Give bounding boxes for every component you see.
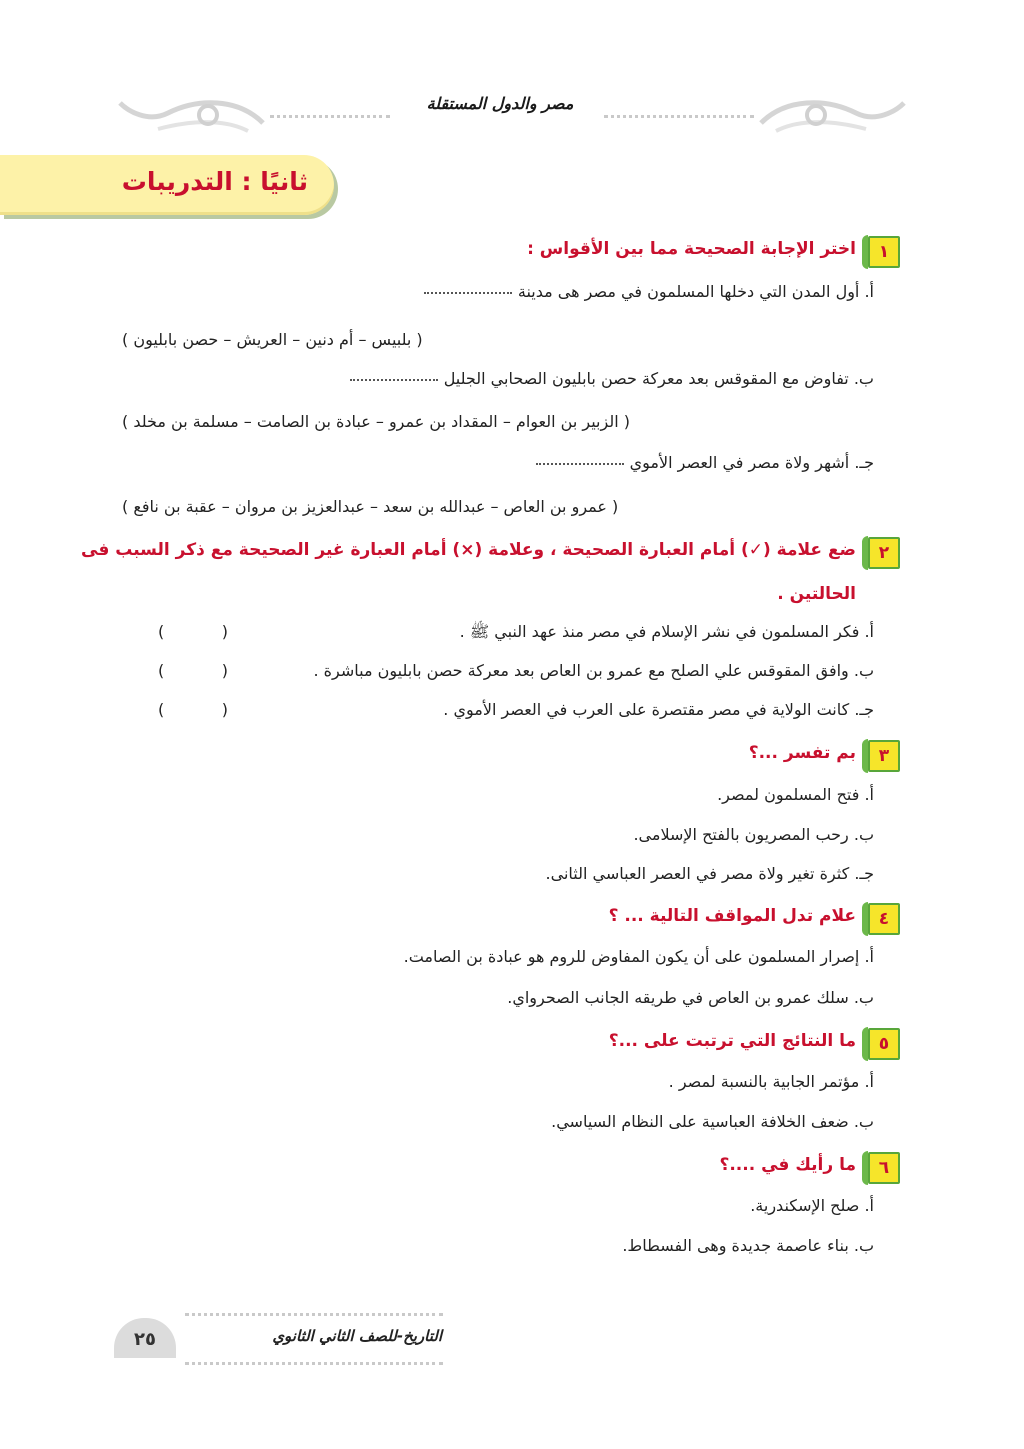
question-item: ب. وافق المقوقس علي الصلح مع عمرو بن العاص بعد معركة حصن بابليون مباشرة . [313, 661, 874, 680]
question-number-badge: ١ [868, 236, 900, 268]
page-header-title: مصر والدول المستقلة [426, 94, 574, 113]
section-title: ثانيًا : التدريبات [121, 167, 308, 196]
header-dots-right [604, 113, 754, 118]
question-item: جـ. كثرة تغير ولاة مصر في العصر العباسي الثانى. [545, 864, 874, 883]
answer-parentheses: ( ) [158, 700, 228, 719]
question-item: ب. ضعف الخلافة العباسية على النظام السياسي. [551, 1112, 874, 1131]
header-ornament-left [118, 93, 268, 139]
question-item [424, 282, 874, 301]
question-title: ضع علامة (✓) أمام العبارة الصحيحة ، وعلامة (×) أمام العبارة غير الصحيحة مع ذكر السبب فى [81, 540, 856, 560]
question-number-badge: ٦ [868, 1152, 900, 1184]
header-dots-left [270, 113, 390, 118]
question-item [536, 453, 874, 472]
question-item: أ. فكر المسلمون في نشر الإسلام في مصر منذ عهد النبي ﷺ . [459, 622, 874, 641]
item-text: أ. أول المدن التي دخلها المسلمون في مصر هى مدينة [517, 282, 874, 301]
question-item: جـ. كانت الولاية في مصر مقتصرة على العرب في العصر الأموي . [443, 700, 874, 719]
question-item [350, 369, 874, 388]
answer-blank [424, 292, 512, 294]
answer-blank [536, 463, 624, 465]
question-title: اختر الإجابة الصحيحة مما بين الأقواس : [527, 239, 856, 259]
choices-list: ( بلبيس – أم دنين – العريش – حصن بابليون ) [122, 330, 423, 349]
footer-dots-bottom [185, 1362, 443, 1365]
choices-list: ( الزبير بن العوام – المقداد بن عمرو – عبادة بن الصامت – مسلمة بن مخلد ) [122, 412, 630, 431]
question-item: أ. فتح المسلمون لمصر. [717, 785, 874, 804]
question-item: ب. بناء عاصمة جديدة وهى الفسطاط. [622, 1236, 874, 1255]
choices-list: ( عمرو بن العاص – عبدالله بن سعد – عبدالعزيز بن مروان – عقبة بن نافع ) [122, 497, 619, 516]
answer-blank [350, 379, 438, 381]
question-item: ب. رحب المصريون بالفتح الإسلامى. [633, 825, 874, 844]
question-title: بم تفسر ...؟ [748, 743, 856, 763]
question-title-continued: الحالتين . [777, 584, 856, 604]
question-item: أ. صلح الإسكندرية. [750, 1196, 874, 1215]
question-item: ب. سلك عمرو بن العاص في طريقه الجانب الصحرواي. [507, 988, 874, 1007]
question-title: ما رأيك في ....؟ [719, 1155, 856, 1175]
question-number-badge: ٥ [868, 1028, 900, 1060]
question-number-badge: ٢ [868, 537, 900, 569]
question-number-badge: ٣ [868, 740, 900, 772]
question-title: علام تدل المواقف التالية ... ؟ [608, 906, 856, 926]
answer-parentheses: ( ) [158, 661, 228, 680]
footer-title: التاريخ-للصف الثاني الثانوي [272, 1327, 442, 1345]
page-number: ٢٥ [114, 1318, 176, 1358]
item-text: جـ. أشهر ولاة مصر في العصر الأموي [629, 453, 874, 472]
answer-parentheses: ( ) [158, 622, 228, 641]
question-number-badge: ٤ [868, 903, 900, 935]
item-text: ب. تفاوض مع المقوقس بعد معركة حصن بابليون الصحابي الجليل [443, 369, 874, 388]
header-ornament-right [756, 93, 906, 139]
question-item: أ. مؤتمر الجابية بالنسبة لمصر . [668, 1072, 874, 1091]
footer-dots-top [185, 1313, 443, 1316]
section-banner [0, 155, 334, 215]
question-title: ما النتائج التي ترتبت على ...؟ [608, 1031, 856, 1051]
question-item: أ. إصرار المسلمون على أن يكون المفاوض للروم هو عبادة بن الصامت. [403, 947, 874, 966]
